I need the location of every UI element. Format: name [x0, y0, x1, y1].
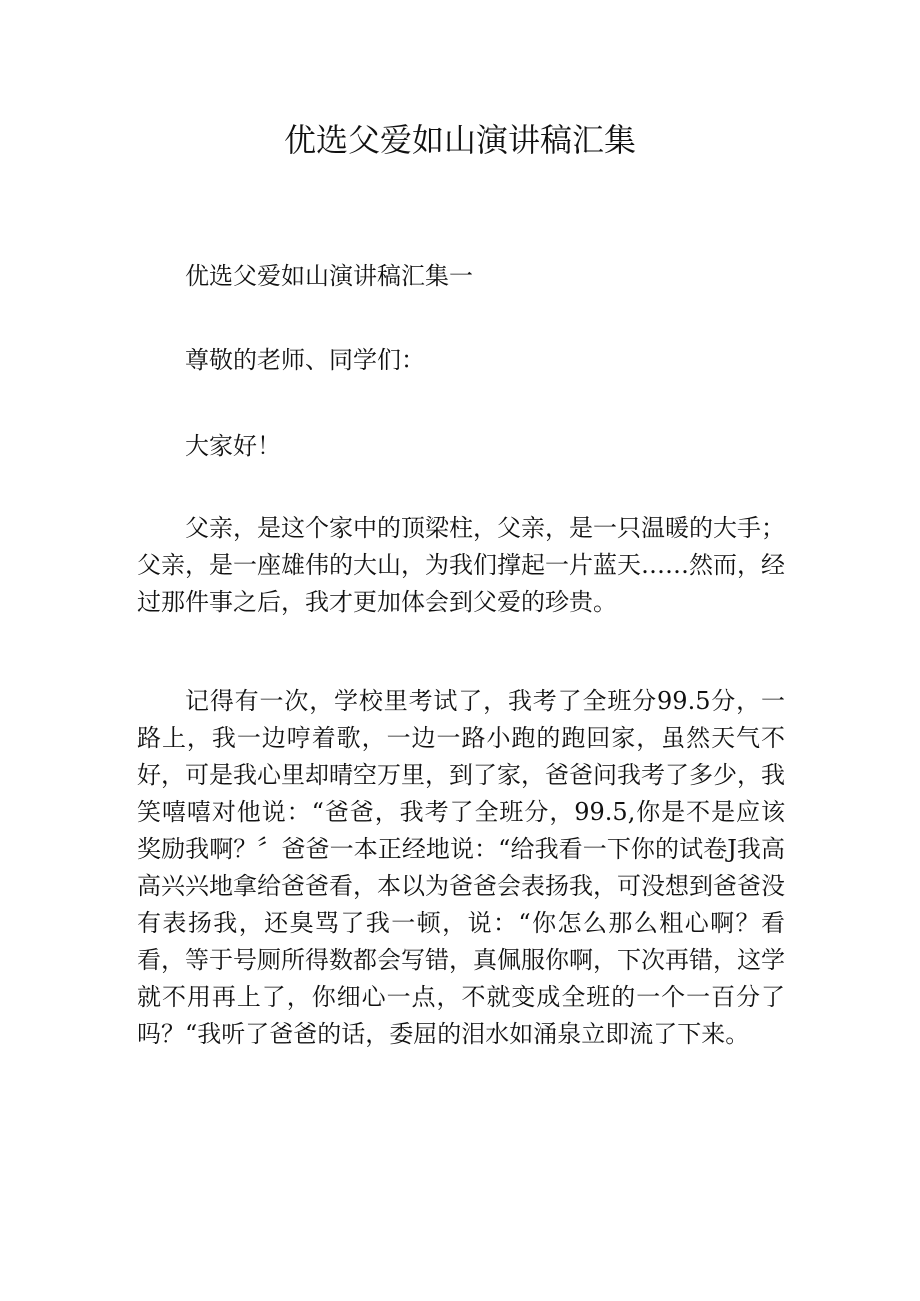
- paragraph-2: 记得有一次，学校里考试了，我考了全班分99.5分，一路上，我一边哼着歌，一边一路小跑的跑回家，虽然天气不好，可是我心里却晴空万里，到了家，爸爸问我考了多少，我笑嘻嘻对他说：“爸爸，我考了全班分，99.5,你是不是应该奖励我啊？〞爸爸一本正经地说：“给我看一下你的试卷J我高高兴兴地拿给爸爸看，本以为爸爸会表扬我，可没想到爸爸没有表扬我，还臭骂了我一顿，说：“你怎么那么粗心啊？看看，等于号厕所得数都会写错，真佩服你啊，下次再错，这学就不用再上了，你细心一点，不就变成全班的一个一百分了吗？“我听了爸爸的话，委屈的泪水如涌泉立即流了下来。: [137, 687, 785, 1048]
- section-heading: 优选父爱如山演讲稿汇集一: [185, 262, 473, 290]
- hello-line: 大家好！: [185, 432, 281, 460]
- paragraph-1: 父亲，是这个家中的顶梁柱，父亲，是一只温暖的大手；父亲，是一座雄伟的大山，为我们撑起一片蓝天……然而，经过那件事之后，我才更加体会到父爱的珍贵。: [137, 514, 785, 616]
- greeting-line: 尊敬的老师、同学们：: [185, 346, 425, 374]
- document-title: 优选父爱如山演讲稿汇集: [283, 121, 636, 159]
